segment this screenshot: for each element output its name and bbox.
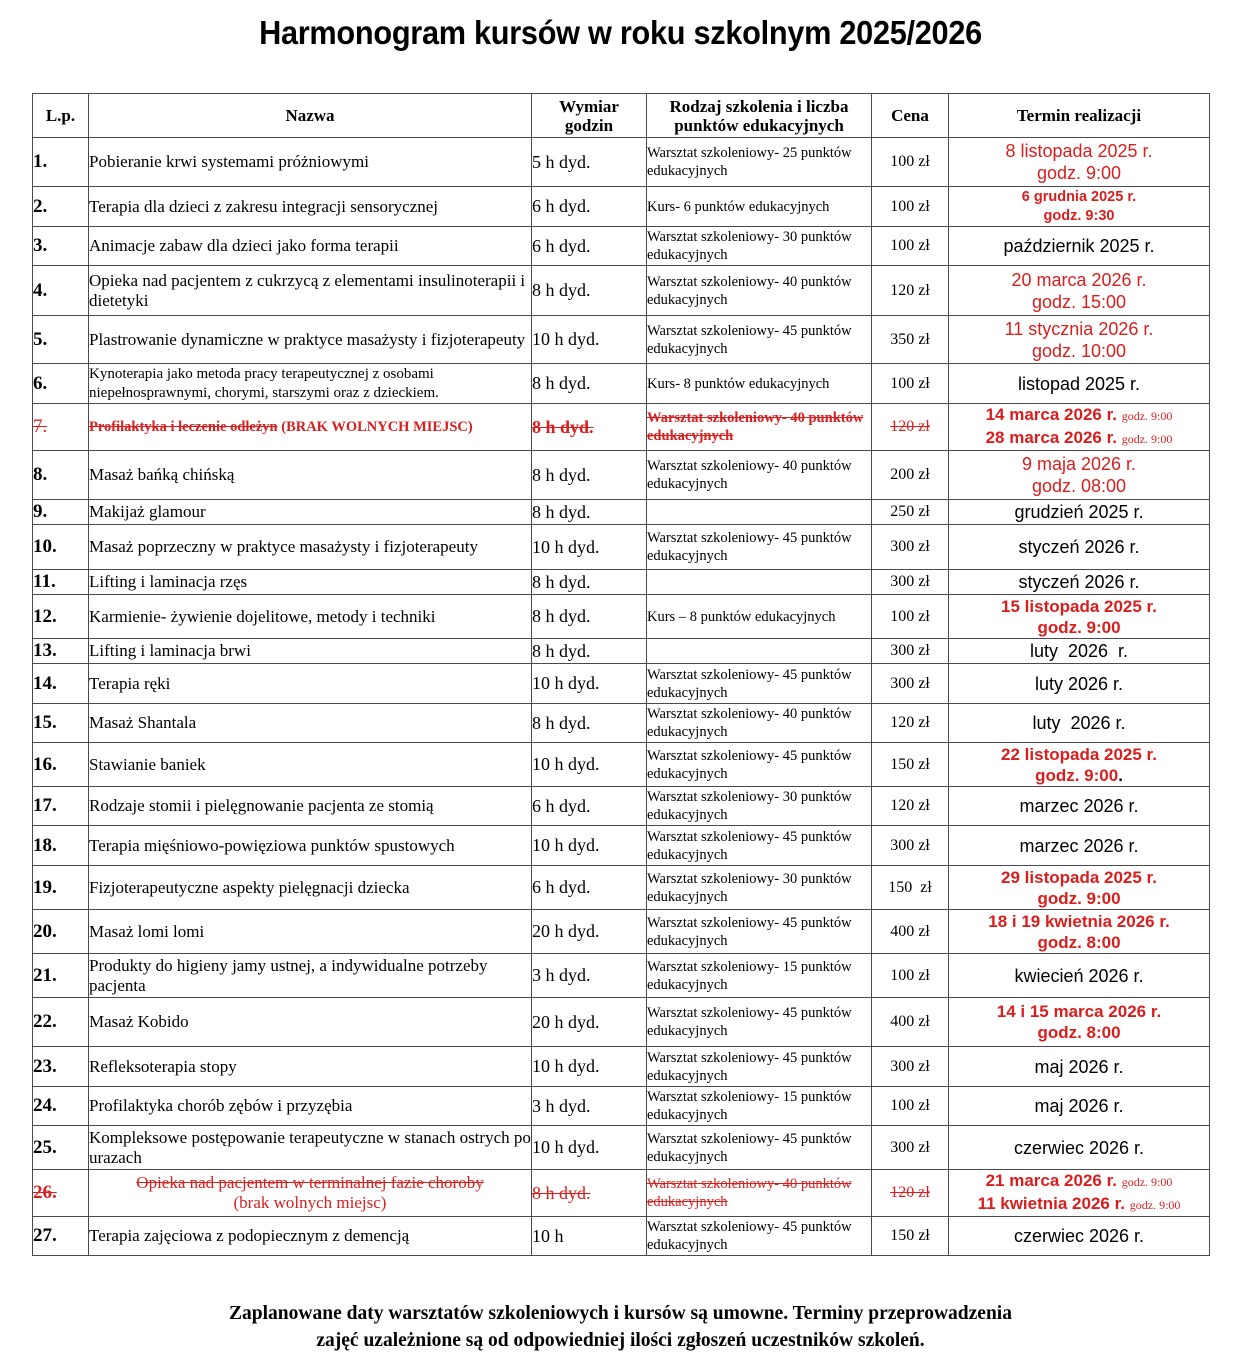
row-number: 9. — [33, 500, 89, 525]
course-term: luty 2026 r. — [949, 704, 1210, 743]
table-row — [33, 1047, 1210, 1087]
term-date: 29 listopada 2025 r. — [1001, 867, 1157, 887]
course-hours: 10 h dyd. — [532, 826, 647, 866]
course-name: Terapia mięśniowo-powięziowa punktów spustowych — [89, 826, 532, 866]
course-name: Terapia ręki — [89, 664, 532, 704]
course-name: Stawianie baniek — [89, 743, 532, 787]
course-type: Warsztat szkoleniowy- 30 punktów edukacyjnych — [647, 227, 872, 266]
course-name: Makijaż glamour — [89, 500, 532, 525]
course-type: Warsztat szkoleniowy- 45 punktów edukacyjnych — [647, 998, 872, 1047]
table-row — [33, 500, 1210, 525]
term-time: godz. 9:00 — [1037, 617, 1121, 637]
term-time: godz. 8:00 — [1037, 1023, 1121, 1042]
header-hours: Wymiar godzin — [532, 94, 647, 138]
course-term — [949, 743, 1210, 787]
term-date-2: 11 kwietnia 2026 r. — [977, 1194, 1126, 1213]
course-name: Plastrowanie dynamiczne w praktyce masażysty i fizjoterapeuty — [89, 316, 532, 364]
table-row — [33, 266, 1210, 316]
course-hours: 8 h dyd. — [532, 639, 647, 664]
course-price: 300 zł — [872, 570, 949, 595]
row-number: 2. — [33, 187, 89, 227]
table-row — [33, 664, 1210, 704]
row-number: 16. — [33, 743, 89, 787]
course-type: Warsztat szkoleniowy- 45 punktów edukacyjnych — [647, 1047, 872, 1087]
course-hours: 10 h dyd. — [532, 1126, 647, 1170]
course-type: Warsztat szkoleniowy- 40 punktów edukacyjnych — [647, 1170, 872, 1217]
term-date: 20 marca 2026 r. — [1011, 269, 1147, 290]
term-date: 21 marca 2026 r. — [985, 1171, 1117, 1190]
course-term: maj 2026 r. — [949, 1087, 1210, 1126]
course-type: Warsztat szkoleniowy- 45 punktów edukacyjnych — [647, 525, 872, 570]
course-name: Terapia dla dzieci z zakresu integracji sensorycznej — [89, 187, 532, 227]
table-row — [33, 910, 1210, 954]
table-row — [33, 595, 1210, 639]
course-term: luty 2026 r. — [949, 639, 1210, 664]
course-type: Warsztat szkoleniowy- 30 punktów edukacyjnych — [647, 787, 872, 826]
course-hours: 10 h — [532, 1217, 647, 1256]
course-price: 120 zł — [872, 704, 949, 743]
course-type: Kurs – 8 punktów edukacyjnych — [647, 595, 872, 639]
course-price: 150 zł — [872, 743, 949, 787]
course-hours: 3 h dyd. — [532, 954, 647, 998]
term-time-2: godz. 9:00 — [1121, 432, 1173, 446]
term-date: 9 maja 2026 r. — [1021, 454, 1137, 474]
course-name: Lifting i laminacja brwi — [89, 639, 532, 664]
term-time: godz. 9:00 — [1036, 163, 1122, 183]
table-row — [33, 787, 1210, 826]
course-term: styczeń 2026 r. — [949, 570, 1210, 595]
course-type: Warsztat szkoleniowy- 15 punktów edukacyjnych — [647, 954, 872, 998]
row-number: 20. — [33, 910, 89, 954]
course-price: 100 zł — [872, 187, 949, 227]
course-name: Fizjoterapeutyczne aspekty pielęgnacji dziecka — [89, 866, 532, 910]
course-hours: 10 h dyd. — [532, 525, 647, 570]
course-type: Warsztat szkoleniowy- 25 punktów edukacyjnych — [647, 138, 872, 187]
course-type: Kurs- 8 punktów edukacyjnych — [647, 364, 872, 404]
course-schedule-table — [32, 93, 1210, 1256]
course-term — [949, 910, 1210, 954]
row-number: 14. — [33, 664, 89, 704]
course-type: Kurs- 6 punktów edukacyjnych — [647, 187, 872, 227]
course-name: Rodzaje stomii i pielęgnowanie pacjenta ze stomią — [89, 787, 532, 826]
table-header-row — [33, 94, 1210, 138]
term-time: godz. 9:00 — [1037, 888, 1121, 908]
course-hours: 3 h dyd. — [532, 1087, 647, 1126]
term-date: 8 listopada 2025 r. — [1005, 141, 1153, 161]
row-number: 27. — [33, 1217, 89, 1256]
course-type: Warsztat szkoleniowy- 40 punktów edukacyjnych — [647, 404, 872, 451]
course-price: 120 zł — [872, 404, 949, 451]
term-time: godz. 9:00 — [1035, 765, 1119, 785]
course-hours: 5 h dyd. — [532, 138, 647, 187]
course-term — [949, 998, 1210, 1047]
course-term — [949, 266, 1210, 316]
course-term — [949, 1170, 1210, 1217]
course-name: Masaż Shantala — [89, 704, 532, 743]
table-row — [33, 704, 1210, 743]
row-number: 8. — [33, 451, 89, 500]
table-row — [33, 364, 1210, 404]
course-term: czerwiec 2026 r. — [949, 1126, 1210, 1170]
course-hours: 8 h dyd. — [532, 364, 647, 404]
row-number: 7. — [33, 404, 89, 451]
course-price: 100 zł — [872, 227, 949, 266]
term-time: godz. 08:00 — [1031, 476, 1127, 496]
course-price: 120 zł — [872, 787, 949, 826]
header-term: Termin realizacji — [949, 94, 1210, 138]
course-name: Masaż lomi lomi — [89, 910, 532, 954]
course-price: 200 zł — [872, 451, 949, 500]
course-type: Warsztat szkoleniowy- 15 punktów edukacyjnych — [647, 1087, 872, 1126]
course-price: 120 zł — [872, 266, 949, 316]
course-type: Warsztat szkoleniowy- 45 punktów edukacyjnych — [647, 316, 872, 364]
course-term — [949, 138, 1210, 187]
course-hours: 10 h dyd. — [532, 316, 647, 364]
row-number: 18. — [33, 826, 89, 866]
course-term — [949, 404, 1210, 451]
course-price: 300 zł — [872, 664, 949, 704]
course-price: 300 zł — [872, 826, 949, 866]
course-name — [89, 404, 532, 451]
course-type — [647, 570, 872, 595]
term-time: godz. 15:00 — [1031, 291, 1127, 312]
course-price: 350 zł — [872, 316, 949, 364]
term-time: godz. 9:00 — [1121, 1175, 1173, 1189]
course-type: Warsztat szkoleniowy- 45 punktów edukacyjnych — [647, 910, 872, 954]
row-number: 21. — [33, 954, 89, 998]
course-hours: 8 h dyd. — [532, 266, 647, 316]
header-name: Nazwa — [89, 94, 532, 138]
course-term: listopad 2025 r. — [949, 364, 1210, 404]
table-row — [33, 954, 1210, 998]
header-type: Rodzaj szkolenia i liczba punktów edukacyjnych — [647, 94, 872, 138]
course-term — [949, 451, 1210, 500]
row-number: 5. — [33, 316, 89, 364]
row-number: 26. — [33, 1170, 89, 1217]
term-time: godz. 10:00 — [1031, 340, 1127, 361]
term-date: 14 marca 2026 r. — [985, 405, 1117, 424]
course-name: Opieka nad pacjentem z cukrzycą z elementami insulinoterapii i dietetyki — [89, 266, 532, 316]
row-number: 11. — [33, 570, 89, 595]
course-hours: 6 h dyd. — [532, 187, 647, 227]
course-price: 120 zł — [872, 1170, 949, 1217]
course-price: 400 zł — [872, 998, 949, 1047]
course-type: Warsztat szkoleniowy- 45 punktów edukacyjnych — [647, 664, 872, 704]
table-row — [33, 570, 1210, 595]
course-price: 300 zł — [872, 1047, 949, 1087]
header-lp: L.p. — [33, 94, 89, 138]
course-term: październik 2025 r. — [949, 227, 1210, 266]
footer-line-2: zajęć uzależnione są od odpowiedniej ilości zgłoszeń uczestników szkoleń. — [316, 1330, 925, 1351]
course-term: luty 2026 r. — [949, 664, 1210, 704]
header-price: Cena — [872, 94, 949, 138]
course-term: maj 2026 r. — [949, 1047, 1210, 1087]
course-hours: 10 h dyd. — [532, 743, 647, 787]
course-name: Masaż bańką chińską — [89, 451, 532, 500]
row-number: 17. — [33, 787, 89, 826]
course-term: grudzień 2025 r. — [949, 500, 1210, 525]
course-price: 400 zł — [872, 910, 949, 954]
course-name: Pobieranie krwi systemami próżniowymi — [89, 138, 532, 187]
term-date: 18 i 19 kwietnia 2026 r. — [988, 911, 1170, 931]
no-free-places-note: (BRAK WOLNYCH MIEJSC) — [281, 419, 473, 435]
row-number: 3. — [33, 227, 89, 266]
table-row — [33, 316, 1210, 364]
course-name: Animacje zabaw dla dzieci jako forma terapii — [89, 227, 532, 266]
table-row — [33, 138, 1210, 187]
course-price: 150 zł — [872, 866, 949, 910]
course-price: 100 zł — [872, 138, 949, 187]
row-number: 19. — [33, 866, 89, 910]
footer-line-1: Zaplanowane daty warsztatów szkoleniowych i kursów są umowne. Terminy przeprowadzenia — [229, 1303, 1012, 1324]
course-type: Warsztat szkoleniowy- 45 punktów edukacyjnych — [647, 1217, 872, 1256]
term-time: godz. 9:00 — [1121, 409, 1173, 423]
course-type: Warsztat szkoleniowy- 45 punktów edukacyjnych — [647, 743, 872, 787]
row-number: 23. — [33, 1047, 89, 1087]
table-row-full — [33, 1170, 1210, 1217]
course-term: styczeń 2026 r. — [949, 525, 1210, 570]
course-type: Warsztat szkoleniowy- 40 punktów edukacyjnych — [647, 266, 872, 316]
course-type: Warsztat szkoleniowy- 30 punktów edukacyjnych — [647, 866, 872, 910]
term-time-2: godz. 9:00 — [1129, 1198, 1181, 1212]
row-number: 6. — [33, 364, 89, 404]
term-date: 22 listopada 2025 r. — [1001, 744, 1157, 764]
course-name-text: Profilaktyka i leczenie odleżyn — [89, 419, 278, 435]
course-term — [949, 187, 1210, 227]
course-price: 300 zł — [872, 639, 949, 664]
row-number: 24. — [33, 1087, 89, 1126]
course-hours: 6 h dyd. — [532, 227, 647, 266]
course-hours: 8 h dyd. — [532, 451, 647, 500]
course-hours: 8 h dyd. — [532, 570, 647, 595]
table-row — [33, 525, 1210, 570]
row-number: 25. — [33, 1126, 89, 1170]
table-row — [33, 998, 1210, 1047]
page-title: Harmonogram kursów w roku szkolnym 2025/2026 — [259, 14, 982, 51]
row-number: 12. — [33, 595, 89, 639]
course-price: 100 zł — [872, 364, 949, 404]
row-number: 22. — [33, 998, 89, 1047]
row-number: 4. — [33, 266, 89, 316]
course-hours: 8 h dyd. — [532, 500, 647, 525]
table-row — [33, 1126, 1210, 1170]
course-name: Karmienie- żywienie dojelitowe, metody i techniki — [89, 595, 532, 639]
term-date: 11 stycznia 2026 r. — [1004, 318, 1154, 339]
course-hours: 6 h dyd. — [532, 866, 647, 910]
course-term — [949, 595, 1210, 639]
course-price: 150 zł — [872, 1217, 949, 1256]
course-price: 300 zł — [872, 1126, 949, 1170]
course-hours: 8 h dyd. — [532, 595, 647, 639]
course-hours: 8 h dyd. — [532, 404, 647, 451]
course-term: czerwiec 2026 r. — [949, 1217, 1210, 1256]
course-type — [647, 500, 872, 525]
course-price: 300 zł — [872, 525, 949, 570]
course-term: marzec 2026 r. — [949, 787, 1210, 826]
course-hours: 8 h dyd. — [532, 1170, 647, 1217]
table-row — [33, 826, 1210, 866]
row-number: 10. — [33, 525, 89, 570]
course-name-text: Opieka nad pacjentem w terminalnej fazie choroby — [136, 1173, 484, 1192]
table-row-full — [33, 404, 1210, 451]
course-name — [89, 1170, 532, 1217]
table-row — [33, 639, 1210, 664]
course-hours: 10 h dyd. — [532, 1047, 647, 1087]
term-time: godz. 8:00 — [1037, 932, 1121, 952]
course-price: 100 zł — [872, 595, 949, 639]
table-row — [33, 187, 1210, 227]
term-suffix: . — [1118, 765, 1123, 785]
course-term: kwiecień 2026 r. — [949, 954, 1210, 998]
course-type — [647, 639, 872, 664]
course-name: Lifting i laminacja rzęs — [89, 570, 532, 595]
course-type: Warsztat szkoleniowy- 45 punktów edukacyjnych — [647, 826, 872, 866]
table-row — [33, 1087, 1210, 1126]
course-hours: 20 h dyd. — [532, 998, 647, 1047]
course-hours: 6 h dyd. — [532, 787, 647, 826]
table-row — [33, 1217, 1210, 1256]
term-date: 14 i 15 marca 2026 r. — [996, 1002, 1162, 1021]
no-free-places-note: (brak wolnych miejsc) — [233, 1193, 387, 1212]
course-name: Refleksoterapia stopy — [89, 1047, 532, 1087]
course-price: 100 zł — [872, 1087, 949, 1126]
course-name: Kynoterapia jako metoda pracy terapeutycznej z osobami niepełnosprawnymi, chorymi, starszymi oraz z dzieckiem. — [89, 364, 532, 404]
course-name: Produkty do higieny jamy ustnej, a indywidualne potrzeby pacjenta — [89, 954, 532, 998]
row-number: 1. — [33, 138, 89, 187]
course-type: Warsztat szkoleniowy- 40 punktów edukacyjnych — [647, 704, 872, 743]
course-term — [949, 866, 1210, 910]
course-name: Profilaktyka chorób zębów i przyzębia — [89, 1087, 532, 1126]
course-hours: 20 h dyd. — [532, 910, 647, 954]
table-row — [33, 451, 1210, 500]
course-term: marzec 2026 r. — [949, 826, 1210, 866]
course-name: Kompleksowe postępowanie terapeutyczne w stanach ostrych po urazach — [89, 1126, 532, 1170]
term-date: 15 listopada 2025 r. — [1001, 596, 1157, 616]
course-term — [949, 316, 1210, 364]
course-name: Terapia zajęciowa z podopiecznym z demencją — [89, 1217, 532, 1256]
course-price: 250 zł — [872, 500, 949, 525]
term-date: 6 grudnia 2025 r. — [1021, 188, 1137, 205]
course-name: Masaż Kobido — [89, 998, 532, 1047]
course-type: Warsztat szkoleniowy- 45 punktów edukacyjnych — [647, 1126, 872, 1170]
table-row — [33, 866, 1210, 910]
course-price: 100 zł — [872, 954, 949, 998]
course-hours: 8 h dyd. — [532, 704, 647, 743]
table-row — [33, 227, 1210, 266]
row-number: 15. — [33, 704, 89, 743]
term-date-2: 28 marca 2026 r. — [985, 428, 1117, 447]
course-type: Warsztat szkoleniowy- 40 punktów edukacyjnych — [647, 451, 872, 500]
footer-note — [0, 1300, 1241, 1354]
row-number: 13. — [33, 639, 89, 664]
course-hours: 10 h dyd. — [532, 664, 647, 704]
term-time: godz. 9:30 — [1043, 207, 1115, 224]
course-name: Masaż poprzeczny w praktyce masażysty i fizjoterapeuty — [89, 525, 532, 570]
table-row — [33, 743, 1210, 787]
